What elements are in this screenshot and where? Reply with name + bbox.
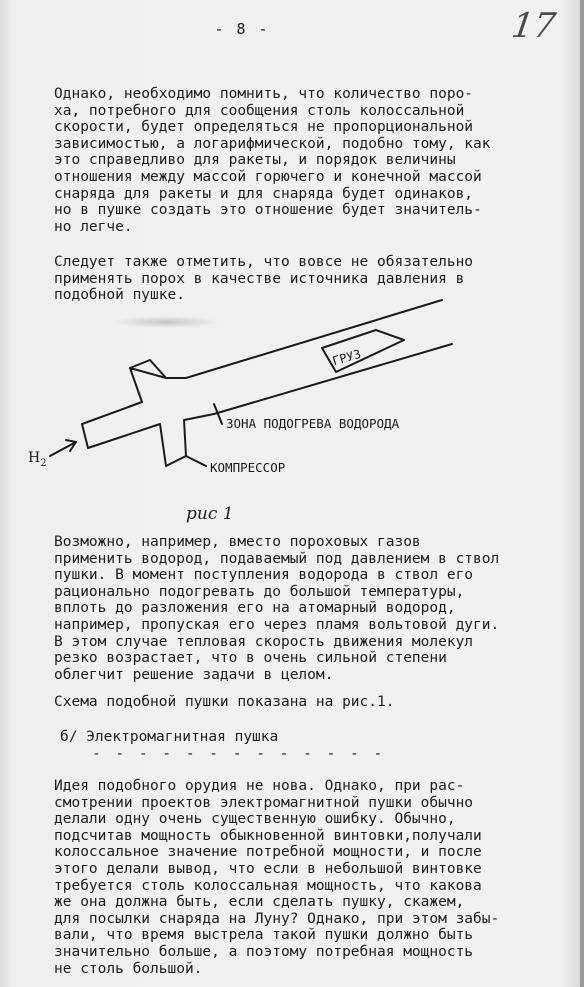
text-line: скорости, будет определяться не пропорциональной: [54, 119, 474, 136]
text-line: смотрении проектов электромагнитной пушки обычно: [54, 794, 474, 811]
h2-label: [28, 450, 47, 469]
text-line: Следует также отметить, что вовсе не обязательно: [54, 254, 474, 270]
text-line: для посылки снаряда на Луну? Однако, при этом забы-: [54, 910, 500, 927]
text-line: значительно больше, а поэтому потребная мощность: [54, 943, 474, 960]
text-line: этого делали вывод, что если в небольшой винтовке: [54, 860, 482, 877]
heating-zone-label: ЗОНА ПОДОГРЕВА ВОДОРОДА: [226, 416, 400, 431]
figure-caption: рис 1: [186, 504, 234, 524]
text-line: Возможно, например, вместо пороховых газов: [54, 534, 421, 550]
text-line: Схема подобной пушки показана на рис.1.: [54, 694, 395, 710]
paragraph-hydrogen: [54, 534, 574, 683]
text-line: снаряда для ракеты и для снаряда будет одинаков,: [54, 185, 474, 202]
paragraph-powder-mass: [54, 86, 574, 235]
text-line: но легче.: [54, 218, 133, 235]
text-line: требуется столь колоссальная мощность, что какова: [54, 877, 482, 894]
text-line: колоссальное значение потребной мощности, и после: [54, 844, 482, 861]
text-line: рационально подогревать до большой температуры,: [54, 583, 465, 600]
folio-number: 17: [509, 6, 559, 46]
paragraph-electromagnetic: [54, 778, 574, 977]
text-line: пушки. В момент поступления водорода в ствол его: [54, 567, 474, 584]
compressor-label: КОМПРЕССОР: [210, 460, 286, 475]
cargo-label: ГРУЗ: [330, 346, 363, 369]
text-line: делали одну очень существенную ошибку. Обычно,: [54, 811, 456, 828]
text-line: отношения между массой горючего и конечной массой: [54, 168, 482, 185]
text-line: подсчитав мощность обыкновенной винтовки,получали: [54, 827, 482, 844]
text-line: подобной пушке.: [54, 287, 185, 304]
text-line: вплоть до разложения его на атомарный водород,: [54, 600, 456, 617]
paragraph-scheme-ref: [54, 694, 574, 711]
text-line: В этом случае тепловая скорость движения молекул: [54, 633, 474, 650]
gun-diagram: [0, 290, 584, 530]
text-line: зависимостью, а логарифмической, подобно тому, как: [54, 135, 491, 152]
h2-label-main: H: [28, 450, 41, 466]
cross-body-outline: [82, 368, 214, 466]
text-line: не столь большой.: [54, 960, 203, 977]
section-heading: б/ Электромагнитная пушка: [60, 729, 279, 745]
text-line: же она должна быть, если сделать пушку, скажем,: [54, 894, 465, 911]
text-line: это справедливо для ракеты, и порядок величины: [54, 152, 456, 169]
h2-label-sub: 2: [40, 458, 47, 469]
text-line: применять порох в качестве источника давления в: [54, 270, 465, 287]
text-line: вали, что время выстрела такой пушки должно быть: [54, 927, 474, 944]
compressor-leader: [186, 456, 206, 466]
text-line: например, пропуская его через пламя вольтовой дуги.: [54, 616, 500, 633]
text-line: но в пушке создать это отношение будет значитель-: [54, 202, 482, 219]
text-line: применить водород, подаваемый под давлением в ствол: [54, 550, 500, 567]
text-line: облегчит решение задачи в целом.: [54, 666, 334, 683]
page-number: - 8 -: [214, 20, 270, 38]
text-line: резко возрастает, что в очень сильной степени: [54, 650, 447, 667]
text-line: Идея подобного орудия не нова. Однако, при рас-: [54, 778, 465, 794]
section-heading-underline: - - - - - - - - - - - - -: [92, 746, 386, 762]
text-line: Однако, необходимо помнить, что количество поро-: [54, 86, 474, 102]
text-line: ха, потребного для сообщения столь колоссальной: [54, 102, 465, 119]
